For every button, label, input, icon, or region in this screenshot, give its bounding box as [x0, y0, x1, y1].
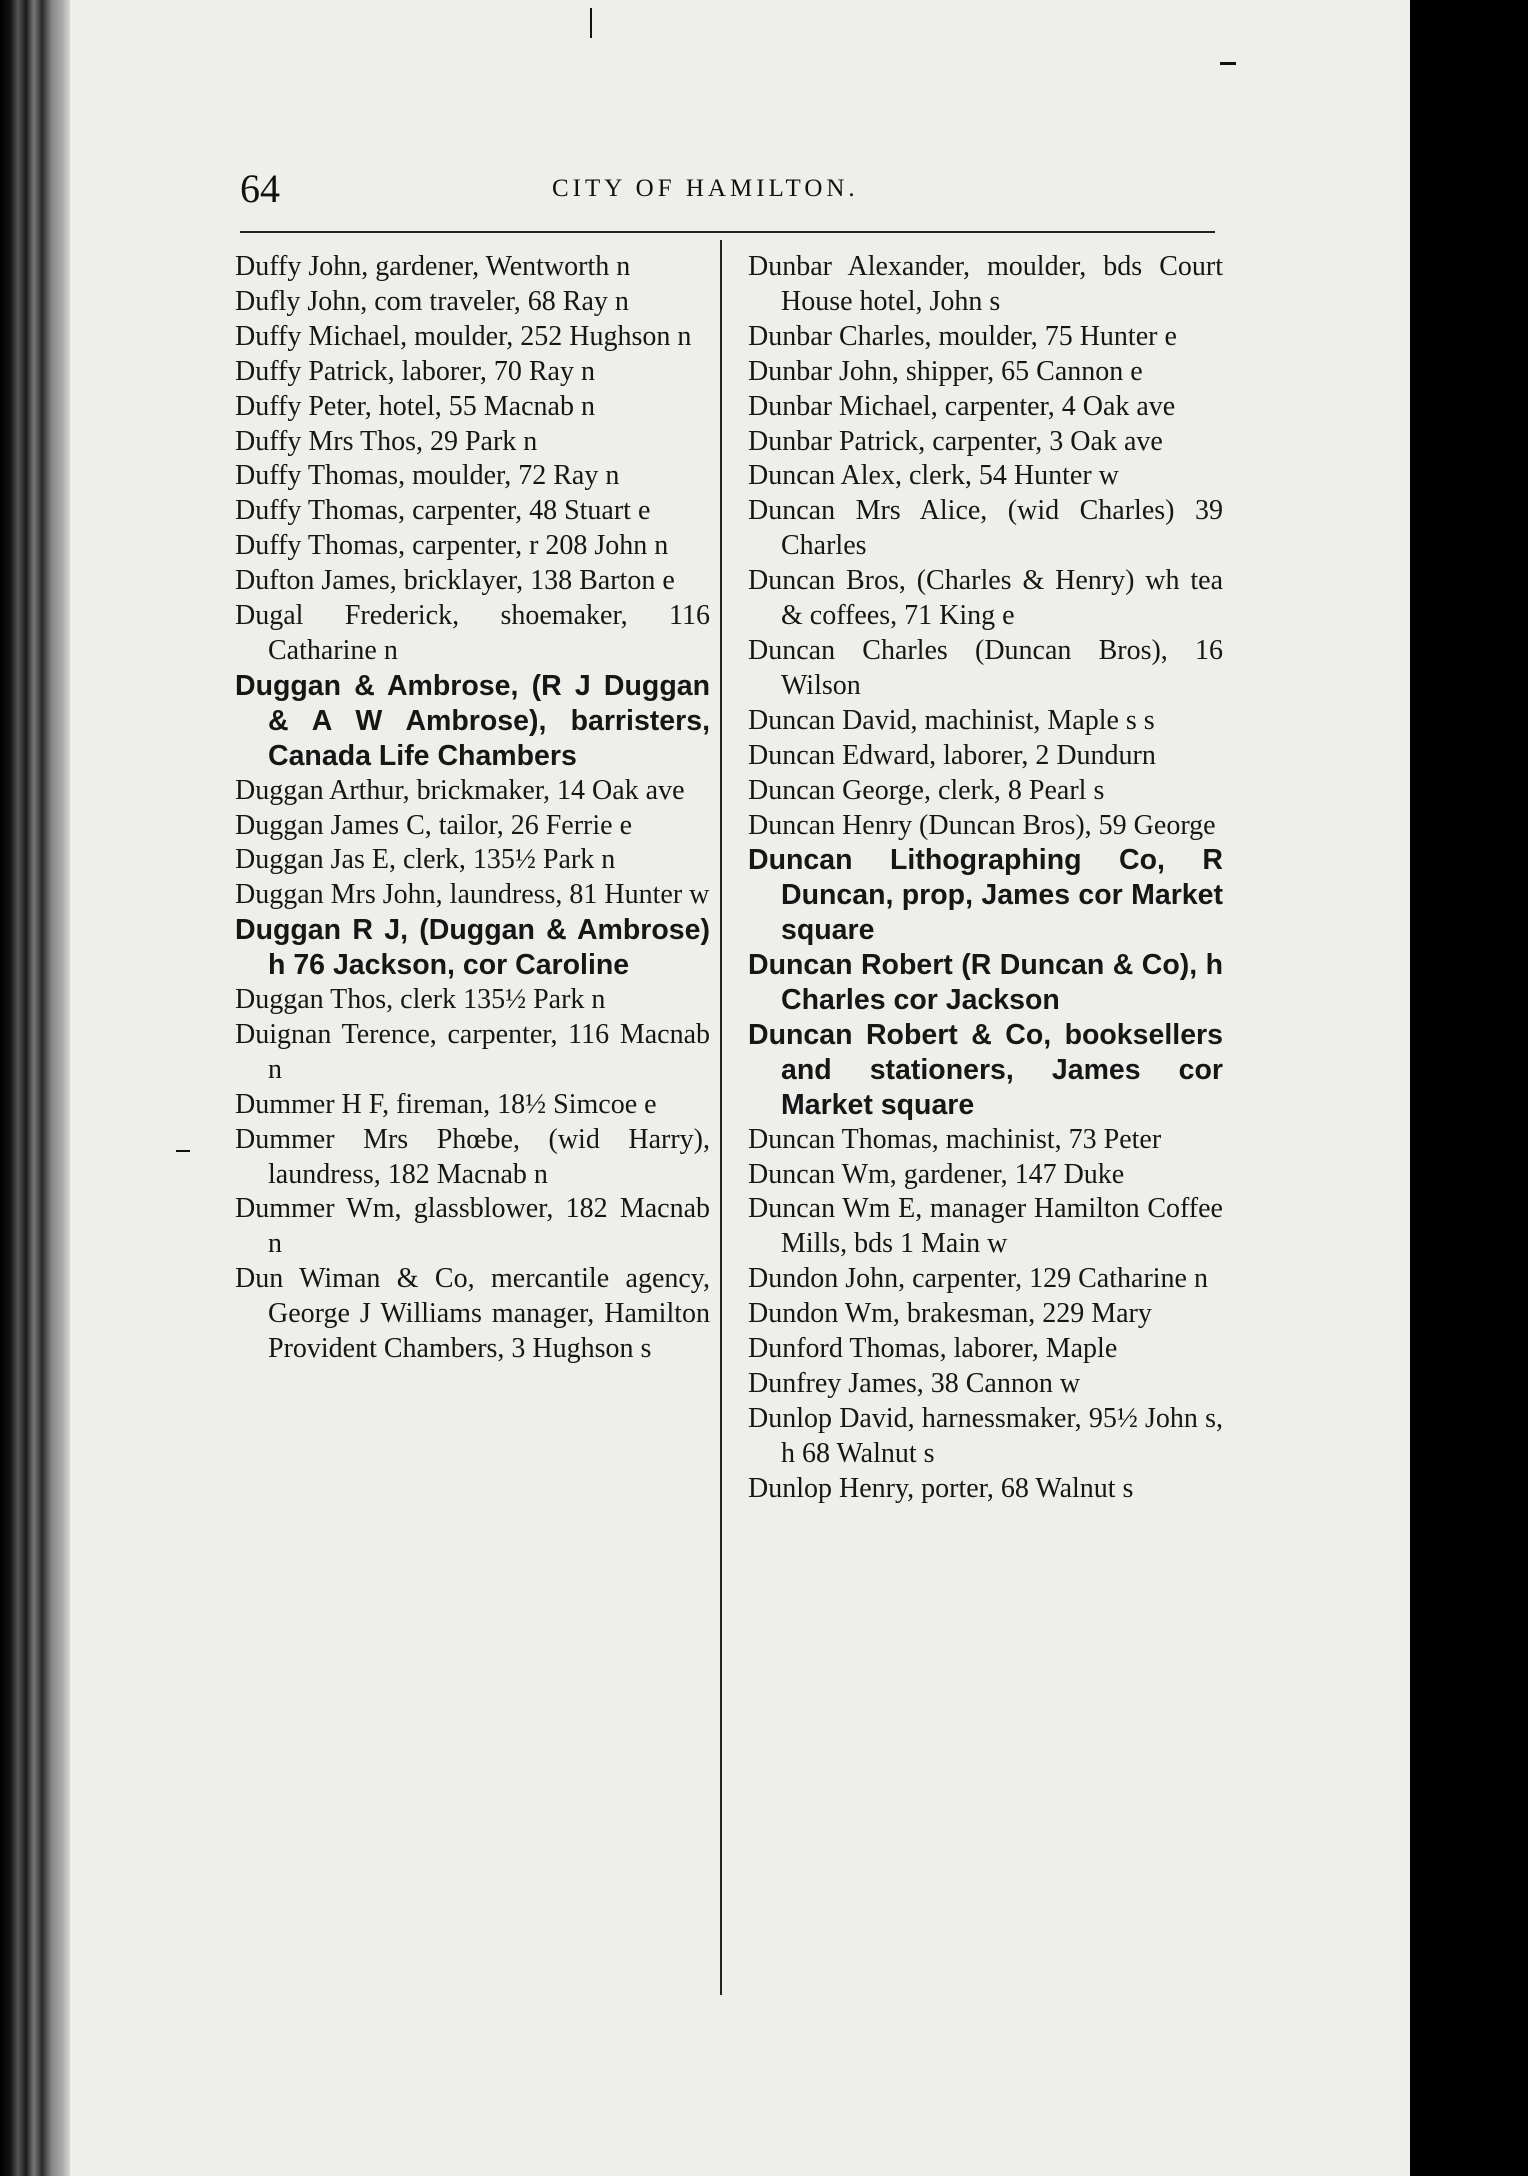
ink-speck: [176, 1150, 190, 1152]
directory-entry: Dufton James, bricklayer, 138 Barton e: [235, 565, 675, 597]
directory-entry: Dunbar Alexander, moulder, bds Court House hotel, John s: [748, 251, 1223, 317]
directory-entry: Duncan Mrs Alice, (wid Charles) 39 Charles: [748, 495, 1223, 562]
directory-entry: Duncan Henry (Duncan Bros), 59 George: [748, 809, 1216, 841]
directory-entry: Dunford Thomas, laborer, Maple: [748, 1333, 1118, 1365]
directory-entry: Dunfrey James, 38 Cannon w: [748, 1368, 1081, 1399]
directory-entry: Duncan David, machinist, Maple s s: [748, 704, 1155, 736]
directory-entry: Dunbar John, shipper, 65 Cannon e: [748, 355, 1143, 387]
directory-entry: Duffy Peter, hotel, 55 Macnab n: [235, 390, 595, 422]
directory-entry: Dunbar Charles, moulder, 75 Hunter e: [748, 320, 1177, 352]
page-number: 64: [240, 166, 280, 211]
directory-entry: Dundon Wm, brakesman, 229 Mary: [748, 1298, 1152, 1330]
directory-entry-featured: Duncan Lithographing Co, R Duncan, prop, James cor Market square: [748, 844, 1223, 947]
directory-entry-featured: Duncan Robert & Co, booksellers and stationers, James cor Market square: [748, 1018, 1223, 1121]
directory-entry: Duggan Arthur, brickmaker, 14 Oak ave: [235, 774, 685, 806]
directory-entry: Duffy Thomas, moulder, 72 Ray n: [235, 460, 620, 492]
directory-entry: Dunlop David, harnessmaker, 95½ John s, h 68 Walnut s: [748, 1402, 1223, 1469]
directory-entry: Duignan Terence, carpenter, 116 Macnab n: [235, 1018, 710, 1085]
directory-entry: Duffy Thomas, carpenter, r 208 John n: [235, 530, 669, 562]
directory-entry: Duffy Thomas, carpenter, 48 Stuart e: [235, 495, 651, 527]
directory-entry: Duggan Mrs John, laundress, 81 Hunter w: [235, 879, 710, 911]
directory-entry: Duffy Mrs Thos, 29 Park n: [235, 425, 538, 457]
directory-entry: Dufly John, com traveler, 68 Ray n: [235, 285, 629, 317]
directory-entry-featured: Duncan Robert (R Duncan & Co), h Charles cor Jackson: [748, 949, 1223, 1017]
directory-entry: Dummer H F, fireman, 18½ Simcoe e: [235, 1088, 657, 1120]
directory-entry: Duggan James C, tailor, 26 Ferrie e: [235, 809, 633, 841]
ink-speck: [590, 8, 592, 38]
scan-border: [1410, 0, 1528, 2176]
directory-entry: Duffy John, gardener, Wentworth n: [235, 251, 631, 282]
directory-entry-featured: Duggan R J, (Duggan & Ambrose) h 76 Jackson, cor Caroline: [235, 914, 710, 982]
page-header: [240, 165, 1215, 215]
directory-entry: Duncan Bros, (Charles & Henry) wh tea & coffees, 71 King e: [748, 565, 1223, 632]
directory-entry: Dummer Mrs Phœbe, (wid Harry), laundress, 182 Macnab n: [235, 1123, 710, 1190]
directory-entry: Duggan Jas E, clerk, 135½ Park n: [235, 844, 616, 876]
directory-entry: Dun Wiman & Co, mercantile agency, George J Williams manager, Hamilton Provident Chambers, 3 Hughson s: [235, 1263, 710, 1365]
directory-entry: Duncan Thomas, machinist, 73 Peter: [748, 1123, 1162, 1155]
directory-entry: Duncan George, clerk, 8 Pearl s: [748, 774, 1105, 806]
directory-entry: Dundon John, carpenter, 129 Catharine n: [748, 1263, 1208, 1295]
directory-entry: Duncan Wm, gardener, 147 Duke: [748, 1158, 1125, 1190]
directory-entry: Duffy Michael, moulder, 252 Hughson n: [235, 320, 692, 352]
directory-entry: Duncan Charles (Duncan Bros), 16 Wilson: [748, 634, 1223, 701]
directory-entry: Duncan Wm E, manager Hamilton Coffee Mills, bds 1 Main w: [748, 1193, 1223, 1260]
directory-entry: Dummer Wm, glassblower, 182 Macnab n: [235, 1193, 710, 1260]
column-divider: [720, 240, 722, 1995]
directory-entry: Dugal Frederick, shoemaker, 116 Catharine n: [235, 600, 710, 666]
running-title: CITY OF HAMILTON.: [552, 175, 859, 202]
directory-entry-featured: Duggan & Ambrose, (R J Duggan & A W Ambrose), barristers, Canada Life Chambers: [235, 669, 710, 772]
ink-speck: [1220, 62, 1236, 65]
header-rule: [240, 231, 1215, 233]
directory-entry: Duggan Thos, clerk 135½ Park n: [235, 984, 606, 1016]
right-column: [748, 250, 1223, 1507]
left-column: [235, 250, 710, 1367]
book-binding-edge: [0, 0, 70, 2176]
directory-entry: Duncan Alex, clerk, 54 Hunter w: [748, 460, 1119, 492]
directory-entry: Duncan Edward, laborer, 2 Dundurn: [748, 739, 1156, 771]
directory-entry: Dunlop Henry, porter, 68 Walnut s: [748, 1472, 1134, 1504]
directory-entry: Dunbar Michael, carpenter, 4 Oak ave: [748, 390, 1176, 422]
directory-entry: Dunbar Patrick, carpenter, 3 Oak ave: [748, 425, 1163, 457]
directory-entry: Duffy Patrick, laborer, 70 Ray n: [235, 355, 595, 387]
